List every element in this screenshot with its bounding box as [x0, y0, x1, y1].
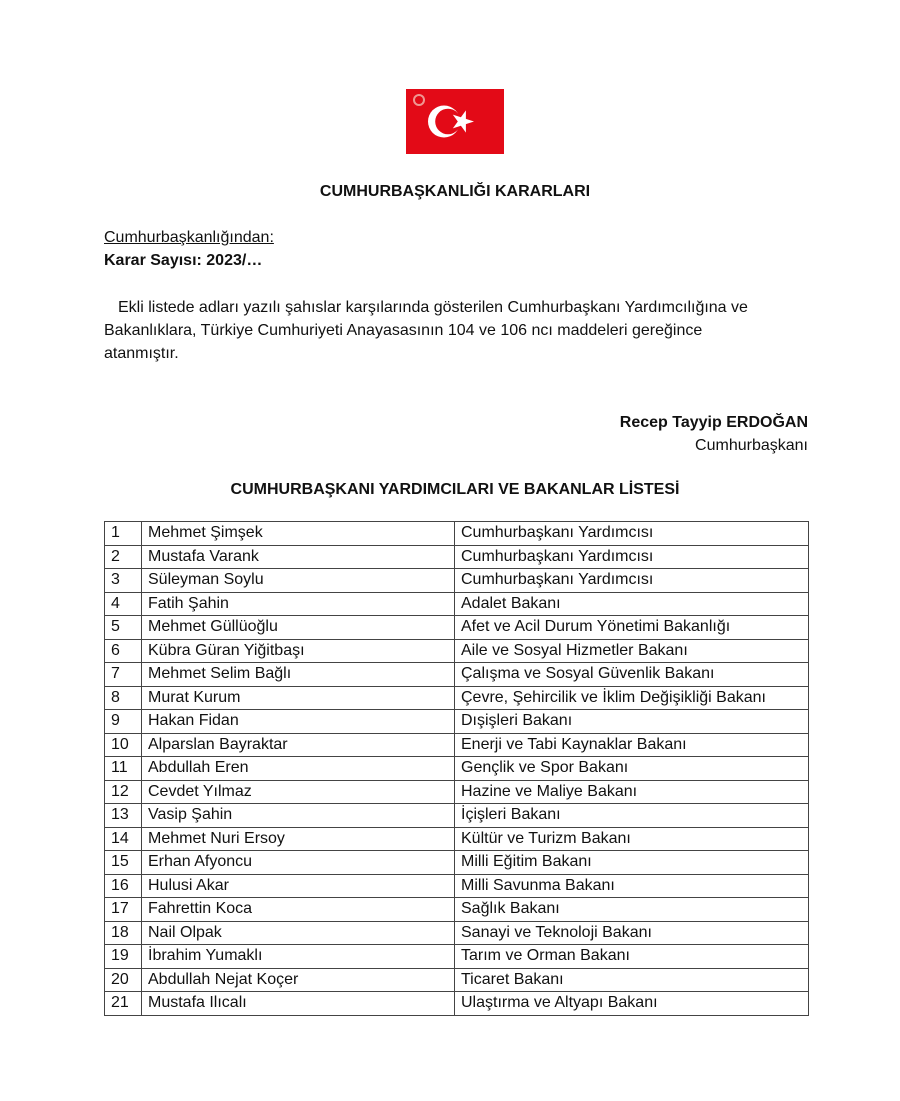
table-row	[105, 733, 809, 757]
decision-number: Karar Sayısı: 2023/…	[104, 252, 263, 269]
minister-role: Milli Eğitim Bakanı	[455, 851, 809, 875]
minister-role: Gençlik ve Spor Bakanı	[455, 757, 809, 781]
row-number: 5	[105, 616, 142, 640]
minister-role: Çevre, Şehircilik ve İklim Değişikliği Bakanı	[455, 686, 809, 710]
table-row	[105, 851, 809, 875]
table-row	[105, 592, 809, 616]
row-number: 7	[105, 663, 142, 687]
minister-role: Ticaret Bakanı	[455, 968, 809, 992]
document-title: CUMHURBAŞKANLIĞI KARARLARI	[319, 183, 591, 200]
minister-role: Milli Savunma Bakanı	[455, 874, 809, 898]
minister-name: Hulusi Akar	[142, 874, 455, 898]
row-number: 4	[105, 592, 142, 616]
row-number: 11	[105, 757, 142, 781]
row-number: 13	[105, 804, 142, 828]
row-number: 8	[105, 686, 142, 710]
decree-body	[104, 296, 804, 365]
table-row	[105, 780, 809, 804]
table-row	[105, 686, 809, 710]
list-title: CUMHURBAŞKANI YARDIMCILARI VE BAKANLAR LİSTESİ	[230, 481, 680, 498]
issuer-line: Cumhurbaşkanlığından:	[104, 229, 274, 246]
minister-name: Abdullah Nejat Koçer	[142, 968, 455, 992]
row-number: 15	[105, 851, 142, 875]
minister-name: Kübra Güran Yiğitbaşı	[142, 639, 455, 663]
minister-table	[104, 521, 809, 1016]
minister-name: Fatih Şahin	[142, 592, 455, 616]
minister-name: Fahrettin Koca	[142, 898, 455, 922]
row-number: 2	[105, 545, 142, 569]
minister-name: Mehmet Nuri Ersoy	[142, 827, 455, 851]
minister-role: Dışişleri Bakanı	[455, 710, 809, 734]
row-number: 17	[105, 898, 142, 922]
minister-name: Mehmet Şimşek	[142, 522, 455, 546]
row-number: 21	[105, 992, 142, 1016]
table-row	[105, 757, 809, 781]
minister-name: Mehmet Güllüoğlu	[142, 616, 455, 640]
minister-role: Tarım ve Orman Bakanı	[455, 945, 809, 969]
row-number: 12	[105, 780, 142, 804]
row-number: 6	[105, 639, 142, 663]
minister-name: Erhan Afyoncu	[142, 851, 455, 875]
minister-role: Cumhurbaşkanı Yardımcısı	[455, 522, 809, 546]
table-row	[105, 569, 809, 593]
table-row	[105, 545, 809, 569]
minister-name: Süleyman Soylu	[142, 569, 455, 593]
row-number: 10	[105, 733, 142, 757]
minister-role: Sanayi ve Teknoloji Bakanı	[455, 921, 809, 945]
minister-name: Nail Olpak	[142, 921, 455, 945]
minister-role: Cumhurbaşkanı Yardımcısı	[455, 545, 809, 569]
minister-name: Alparslan Bayraktar	[142, 733, 455, 757]
minister-name: Abdullah Eren	[142, 757, 455, 781]
signatory-name: Recep Tayyip ERDOĞAN	[619, 414, 808, 431]
minister-name: İbrahim Yumaklı	[142, 945, 455, 969]
minister-name: Cevdet Yılmaz	[142, 780, 455, 804]
minister-name: Mustafa Ilıcalı	[142, 992, 455, 1016]
table-row	[105, 616, 809, 640]
row-number: 20	[105, 968, 142, 992]
signatory-title: Cumhurbaşkanı	[695, 437, 808, 454]
turkish-flag-icon	[406, 89, 504, 154]
row-number: 19	[105, 945, 142, 969]
decree-body-line-1: Ekli listede adları yazılı şahıslar karşılarında gösterilen Cumhurbaşkanı Yardımcılığına ve	[118, 299, 748, 316]
table-row	[105, 921, 809, 945]
row-number: 9	[105, 710, 142, 734]
minister-role: Hazine ve Maliye Bakanı	[455, 780, 809, 804]
minister-name: Mustafa Varank	[142, 545, 455, 569]
table-row	[105, 992, 809, 1016]
row-number: 18	[105, 921, 142, 945]
table-row	[105, 968, 809, 992]
minister-role: Enerji ve Tabi Kaynaklar Bakanı	[455, 733, 809, 757]
table-row	[105, 874, 809, 898]
minister-name: Vasip Şahin	[142, 804, 455, 828]
minister-name: Mehmet Selim Bağlı	[142, 663, 455, 687]
minister-role: Ulaştırma ve Altyapı Bakanı	[455, 992, 809, 1016]
minister-role: Afet ve Acil Durum Yönetimi Bakanlığı	[455, 616, 809, 640]
row-number: 1	[105, 522, 142, 546]
table-row	[105, 639, 809, 663]
decree-body-line-3: atanmıştır.	[104, 345, 179, 362]
minister-name: Hakan Fidan	[142, 710, 455, 734]
minister-role: Cumhurbaşkanı Yardımcısı	[455, 569, 809, 593]
minister-role: Kültür ve Turizm Bakanı	[455, 827, 809, 851]
row-number: 16	[105, 874, 142, 898]
table-row	[105, 827, 809, 851]
minister-role: İçişleri Bakanı	[455, 804, 809, 828]
table-row	[105, 945, 809, 969]
minister-role: Aile ve Sosyal Hizmetler Bakanı	[455, 639, 809, 663]
row-number: 3	[105, 569, 142, 593]
minister-role: Çalışma ve Sosyal Güvenlik Bakanı	[455, 663, 809, 687]
minister-name: Murat Kurum	[142, 686, 455, 710]
table-row	[105, 522, 809, 546]
minister-role: Adalet Bakanı	[455, 592, 809, 616]
table-row	[105, 898, 809, 922]
table-row	[105, 663, 809, 687]
minister-role: Sağlık Bakanı	[455, 898, 809, 922]
table-row	[105, 710, 809, 734]
row-number: 14	[105, 827, 142, 851]
table-row	[105, 804, 809, 828]
signature-block	[620, 411, 808, 457]
decree-body-line-2: Bakanlıklara, Türkiye Cumhuriyeti Anayasasının 104 ve 106 ncı maddeleri gereğince	[104, 322, 703, 339]
